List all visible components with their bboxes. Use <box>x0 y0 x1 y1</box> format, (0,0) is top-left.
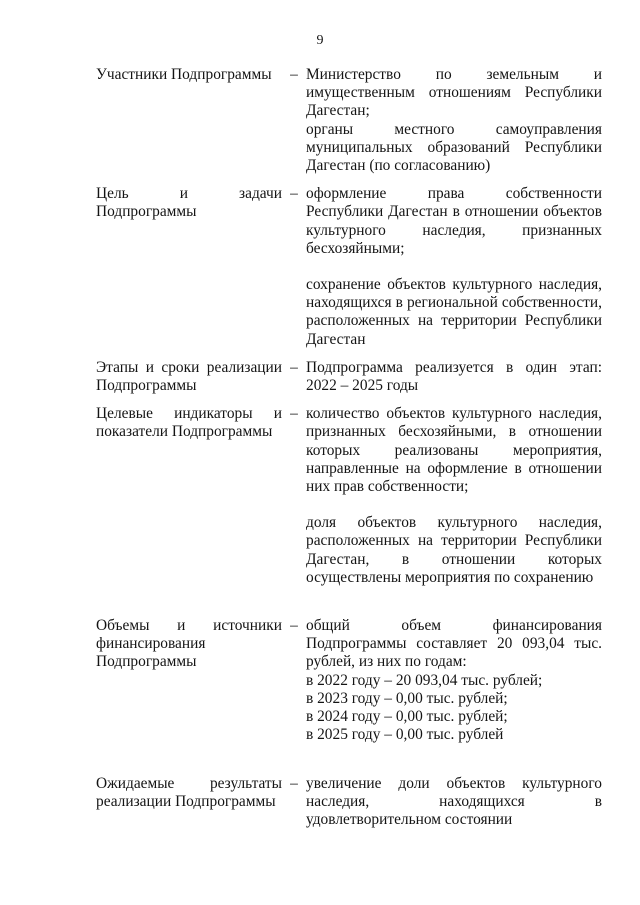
row-label <box>96 405 282 441</box>
value-paragraph: оформление права собственности Республики Дагестан в отношении объектов культурного наследия, признанных бесхозяйными; <box>306 185 602 257</box>
dash-separator: – <box>290 66 298 83</box>
row-label <box>96 359 282 395</box>
label-line: Подпрограммы <box>96 203 197 221</box>
page-number: 9 <box>316 33 324 48</box>
row-value <box>306 775 602 830</box>
funding-year-line: в 2023 году – 0,00 тыс. рублей; <box>306 689 508 707</box>
value-paragraph: Подпрограмма реализуется в один этап: 2022 – 2025 годы <box>306 358 602 395</box>
funding-year-line: в 2024 году – 0,00 тыс. рублей; <box>306 708 508 726</box>
label-line: Цель и задачи <box>96 185 282 203</box>
row-value <box>306 359 602 395</box>
label-line: Ожидаемые результаты <box>96 774 282 792</box>
row-value <box>306 185 602 349</box>
passport-row-funding <box>96 617 602 744</box>
label-line: Подпрограммы <box>96 377 197 395</box>
label-line: Этапы и сроки реализации <box>96 358 282 376</box>
value-paragraph: общий объем финансирования Подпрограммы составляет 20 093,04 тыс. рублей, из них по годам: <box>306 617 602 671</box>
value-paragraph: доля объектов культурного наследия, расположенных на территории Республики Дагестан, в отношении которых осуществлены мероприятия по сохранению <box>306 514 602 586</box>
passport-row-stages <box>96 359 602 395</box>
row-label <box>96 775 282 811</box>
row-value <box>306 66 602 175</box>
label-line: Подпрограммы <box>96 653 197 671</box>
label-line: реализации Подпрограммы <box>96 792 276 810</box>
passport-row-participants <box>96 66 602 175</box>
row-label <box>96 617 282 672</box>
value-paragraph: увеличение доли объектов культурного наследия, находящихся в удовлетворительном состоянии <box>306 774 602 828</box>
value-paragraph: количество объектов культурного наследия, признанных бесхозяйными, в отношении которых реализованы мероприятия, направленные на оформление в отношении них прав собственности; <box>306 405 602 496</box>
dash-separator: – <box>290 185 298 203</box>
row-label <box>96 66 282 84</box>
dash-separator: – <box>290 617 298 635</box>
dash-separator: – <box>290 358 298 376</box>
passport-row-goals <box>96 185 602 349</box>
funding-year-line: в 2025 году – 0,00 тыс. рублей <box>306 726 504 744</box>
value-paragraph: органы местного самоуправления муниципальных образований Республики Дагестан (по согласованию) <box>306 120 602 175</box>
value-paragraph: сохранение объектов культурного наследия, находящихся в региональной собственности, расположенных на территории Республики Дагестан <box>306 276 602 348</box>
value-paragraph: Министерство по земельным и имущественным отношениям Республики Дагестан; <box>306 66 602 120</box>
label-line: финансирования <box>96 635 206 653</box>
label-line: Объемы и источники <box>96 617 282 635</box>
row-value <box>306 617 602 744</box>
label-line: показатели Подпрограммы <box>96 423 273 441</box>
label-line: Целевые индикаторы и <box>96 405 282 423</box>
passport-row-indicators <box>96 405 602 587</box>
subprogram-passport <box>96 66 602 829</box>
row-value <box>306 405 602 587</box>
label-line: Участники Подпрограммы <box>96 66 272 83</box>
dash-separator: – <box>290 774 298 792</box>
funding-year-line: в 2022 году – 20 093,04 тыс. рублей; <box>306 671 543 689</box>
dash-separator: – <box>290 405 298 423</box>
row-label <box>96 185 282 221</box>
passport-row-results <box>96 775 602 830</box>
